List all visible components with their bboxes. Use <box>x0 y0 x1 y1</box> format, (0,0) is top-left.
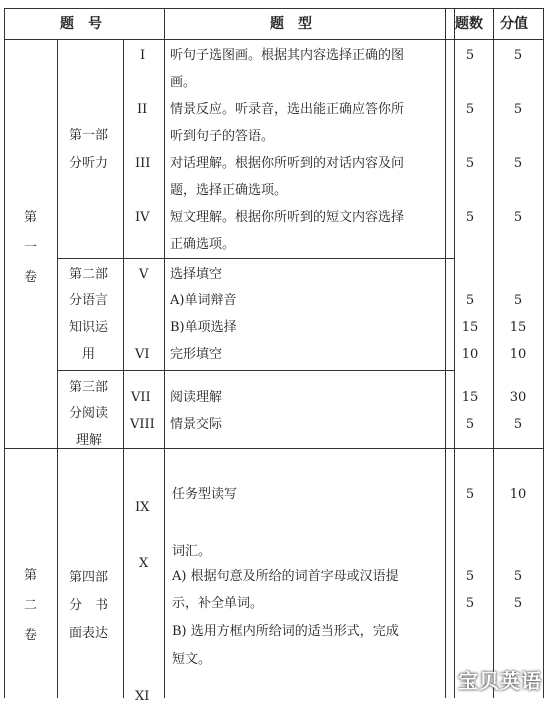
row-count: 5 <box>465 48 475 63</box>
part1-name: 第一部 <box>69 128 109 143</box>
header-fenzhi: 分值 <box>500 16 528 32</box>
part4-name: 面表达 <box>69 626 109 641</box>
table-right-border <box>543 8 544 698</box>
row-score: 10 <box>509 347 527 362</box>
part3-name: 分阅读 <box>69 406 109 421</box>
row-desc: 短文理解。根据你所听到的短文内容选择 <box>170 210 405 225</box>
row-score: 5 <box>513 417 523 432</box>
part2-bottom-border <box>57 370 454 371</box>
row-desc: 选择填空 <box>170 267 223 282</box>
part1-bottom-border <box>57 258 454 259</box>
table-top-border <box>4 8 544 9</box>
row-desc: 画。 <box>170 75 197 90</box>
row-count: 10 <box>461 347 479 362</box>
col-divider-1 <box>57 39 58 698</box>
row-count: 5 <box>465 569 475 584</box>
roman-numeral: X <box>139 556 149 571</box>
row-score: 5 <box>513 293 523 308</box>
row-score: 5 <box>513 569 523 584</box>
row-score: 5 <box>513 48 523 63</box>
row-desc: 示，补全单词。 <box>172 596 264 611</box>
header-tishu: 题数 <box>455 16 483 32</box>
roman-numeral: I <box>140 48 146 63</box>
row-desc: 任务型读写 <box>172 487 238 502</box>
row-desc: A)单词辩音 <box>170 293 237 308</box>
roman-numeral: III <box>135 156 151 171</box>
row-desc: 阅读理解 <box>170 390 223 405</box>
header-tihao: 题 号 <box>60 16 102 32</box>
row-desc: 短文。 <box>172 652 212 667</box>
roman-numeral: VII <box>131 390 151 405</box>
col-divider-3 <box>164 8 165 698</box>
row-count: 5 <box>465 210 475 225</box>
watermark-logo: 宝贝英语 <box>458 669 542 693</box>
part3-name: 理解 <box>76 433 103 448</box>
row-desc: A) 根据句意及所给的词首字母或汉语提 <box>172 569 399 584</box>
header-bottom-border <box>4 39 544 40</box>
row-count: 5 <box>465 156 475 171</box>
col-divider-2 <box>123 39 124 698</box>
row-desc: B)单项选择 <box>170 320 237 335</box>
row-desc: 题，选择正确选项。 <box>170 183 288 198</box>
row-score: 5 <box>513 596 523 611</box>
row-count: 5 <box>465 102 475 117</box>
row-score: 15 <box>509 320 527 335</box>
part2-name: 第二部 <box>69 267 109 282</box>
row-score: 5 <box>513 210 523 225</box>
row-count: 5 <box>465 293 475 308</box>
table-left-border <box>4 8 5 698</box>
part4-name: 第四部 <box>69 570 109 585</box>
row-count: 5 <box>465 596 475 611</box>
part2-name: 用 <box>82 347 96 362</box>
row-desc: 正确选项。 <box>170 237 236 252</box>
roman-numeral: IX <box>135 500 150 515</box>
juan1-label: 卷 <box>24 270 38 285</box>
row-count: 15 <box>461 390 479 405</box>
row-desc: 完形填空 <box>170 347 223 362</box>
part1-name: 分听力 <box>69 156 109 171</box>
roman-numeral: II <box>137 102 148 117</box>
row-score: 30 <box>509 390 527 405</box>
row-desc: 情景交际 <box>170 417 223 432</box>
row-desc: 听句子选图画。根据其内容选择正确的图 <box>170 48 405 63</box>
roman-numeral: V <box>139 267 149 282</box>
juan1-label: 第 <box>24 210 38 225</box>
row-count: 15 <box>461 320 479 335</box>
roman-numeral: VI <box>135 347 150 362</box>
row-desc: 情景反应。听录音，选出能正确应答你所 <box>170 102 405 117</box>
row-score: 10 <box>509 487 527 502</box>
row-score: 5 <box>513 156 523 171</box>
juan2-label: 第 <box>24 568 38 583</box>
juan1-label: 一 <box>24 240 38 255</box>
row-desc: 词汇。 <box>172 544 212 559</box>
row-desc: B) 选用方框内所给词的适当形式，完成 <box>172 624 399 639</box>
row-desc: 听到句子的答语。 <box>170 129 275 144</box>
roman-numeral: XI <box>135 689 150 704</box>
roman-numeral: VIII <box>130 417 155 432</box>
row-count: 5 <box>465 487 475 502</box>
part3-name: 第三部 <box>69 380 109 395</box>
roman-numeral: IV <box>135 210 150 225</box>
row-desc: 对话理解。根据你所听到的对话内容及问 <box>170 156 405 171</box>
juan2-label: 二 <box>24 598 38 613</box>
juan2-label: 卷 <box>24 628 38 643</box>
header-tixing: 题 型 <box>270 16 312 32</box>
part4-name: 分 书 <box>69 598 109 613</box>
part2-name: 知识运 <box>69 320 109 335</box>
part2-name: 分语言 <box>69 293 109 308</box>
row-count: 5 <box>465 417 475 432</box>
row-score: 5 <box>513 102 523 117</box>
